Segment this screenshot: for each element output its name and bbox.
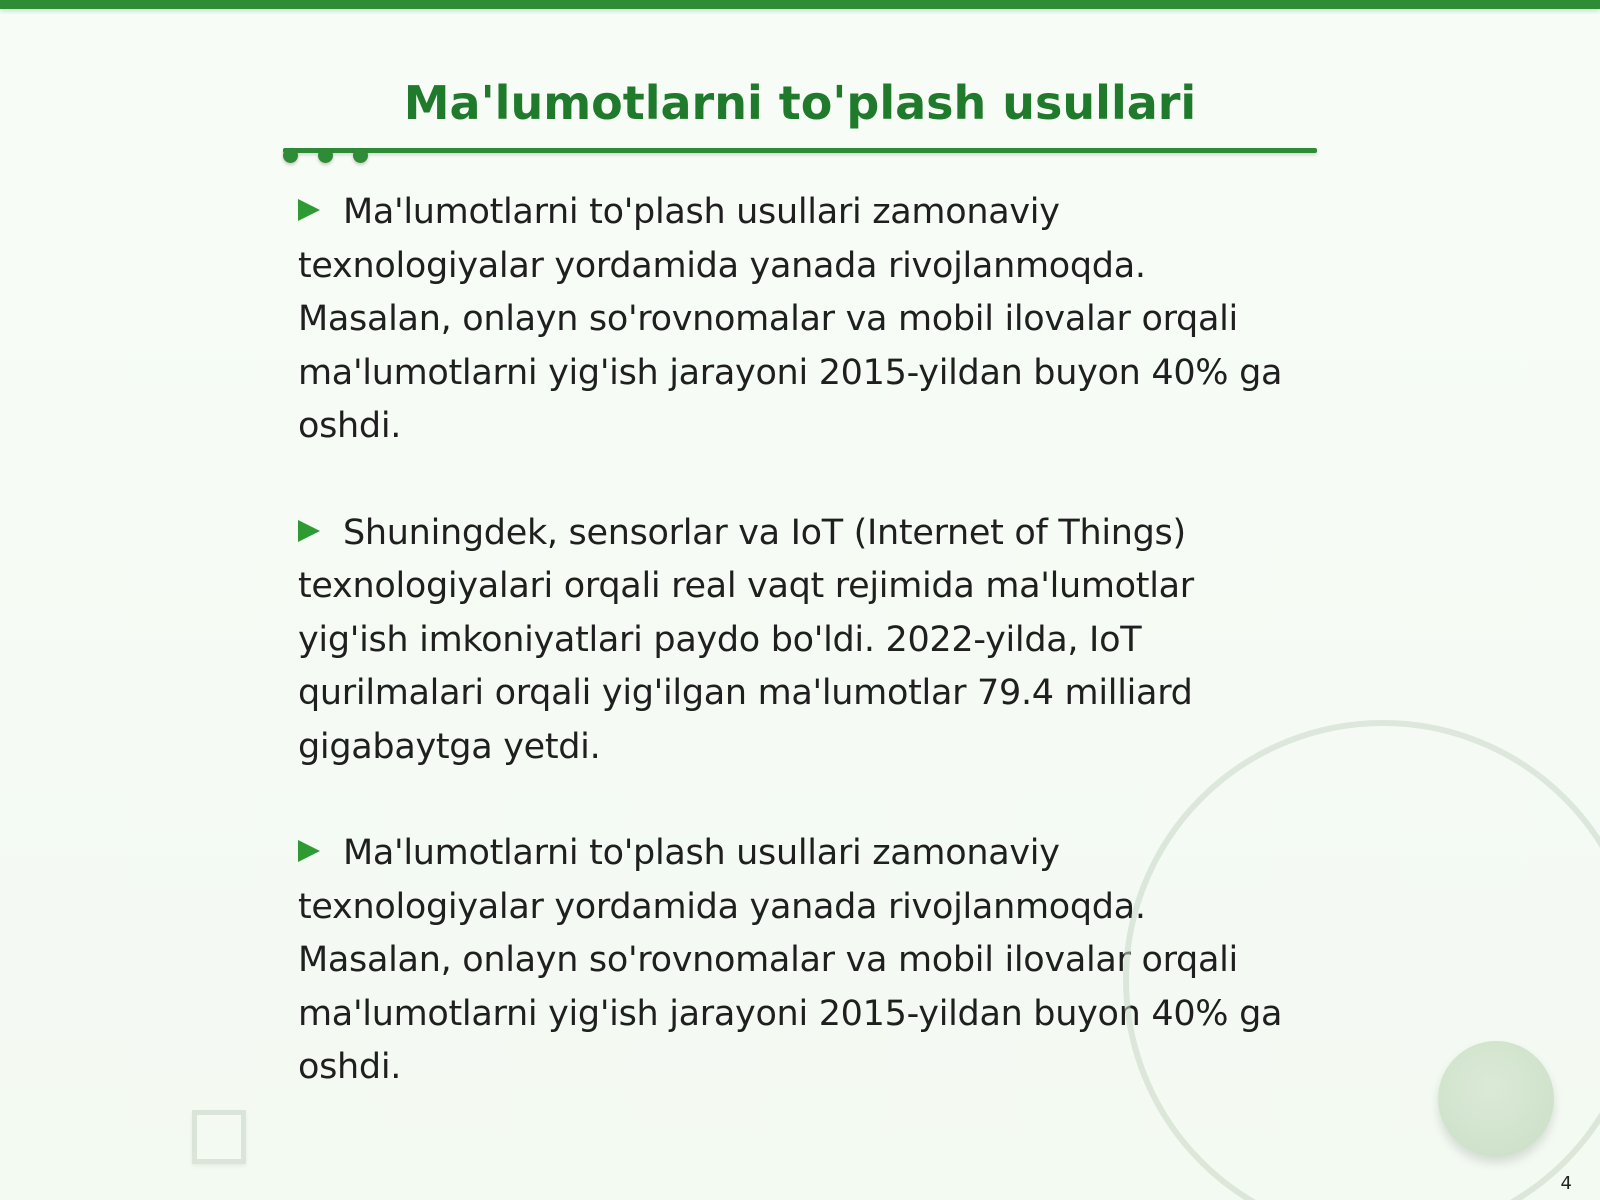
bullet-item	[298, 186, 1308, 454]
decorative-dot	[283, 148, 298, 163]
triangle-right-icon	[298, 520, 320, 542]
decorative-dot	[353, 148, 368, 163]
slide-title: Ma'lumotlarni to'plash usullari	[403, 76, 1197, 130]
decorative-dot	[318, 148, 333, 163]
page-number: 4	[1560, 1173, 1572, 1194]
decorative-square	[192, 1110, 246, 1164]
triangle-right-icon	[298, 199, 320, 221]
bullet-text: Shuningdek, sensorlar va IoT (Internet of Things) texnologiyalari orqali real vaqt rejimida ma'lumotlar yig'ish imkoniyatlari paydo bo'ldi. 2022-yilda, IoT qurilmalari orqali yig'ilgan ma'lumotlar 79.4 milliard gigabaytga yetdi.	[298, 512, 1194, 767]
triangle-right-icon	[298, 840, 320, 862]
bullet-text: Ma'lumotlarni to'plash usullari zamonaviy texnologiyalar yordamida yanada rivojlanmoqda. Masalan, onlayn so'rovnomalar va mobil ilovalar orqali ma'lumotlarni yig'ish jarayoni 2015-yildan buyon 40% ga oshdi.	[298, 192, 1283, 446]
bullet-item	[298, 507, 1308, 775]
top-accent-bar	[0, 0, 1600, 9]
title-underline	[283, 148, 1317, 153]
decorative-circle	[1438, 1041, 1554, 1157]
bullet-text: Ma'lumotlarni to'plash usullari zamonaviy texnologiyalar yordamida yanada rivojlanmoqda. Masalan, onlayn so'rovnomalar va mobil ilovalar orqali ma'lumotlarni yig'ish jarayoni 2015-yildan buyon 40% ga oshdi.	[298, 833, 1283, 1087]
